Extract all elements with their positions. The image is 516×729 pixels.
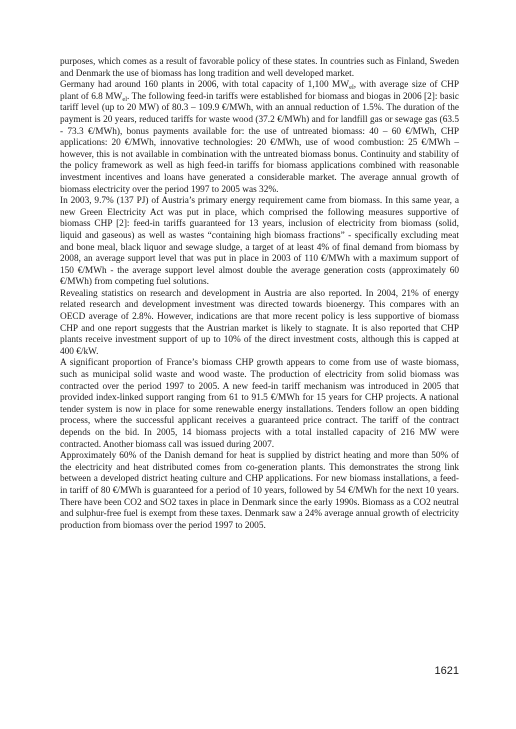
paragraph-denmark — [60, 451, 459, 532]
paragraph-text: . The following feed-in tariffs were established for biomass and biogas in 2006 [2]: basic tariff level (up to 20 MW) of 80.3 – 109.9 €/MWh, with an annual reduction of 1.5%. The duration of the payment is 20 years, reduced tariffs for waste wood (37.2 €/MWh) and for landfill gas or sewage gas (63.5 - 73.3 €/MWh), bonus payments available for: the use of untreated biomass: 40 – 60 €/MWh, CHP applications: 20 €/MWh, innovative technologies: 20 €/MWh, use of wood combustion: 25 €/MWh – however, this is not available in combination with the untreated biomass bonus. Continuity and stability of the policy framework as well as high feed-in tariffs for biomass applications combined with reasonable investment incentives and loans have generated a considerable market. The average annual growth of biomass electricity over the period 1997 to 2005 was 32%. — [60, 91, 459, 195]
paragraph-text: , with average size of CHP plant of 6.8 MW — [60, 80, 460, 102]
paragraph-intro-continuation — [60, 57, 459, 80]
page-number: 1621 — [434, 665, 459, 677]
paragraph-france — [60, 358, 459, 451]
paragraph-text: Approximately 60% of the Danish demand for heat is supplied by district heating and more than 50% of the electricity and heat distributed comes from co-generation plants. This demonstrates the strong link between a developed district heating culture and CHP applications. For new biomass installations, a feed-in tariff of 80 €/MWh is guaranteed for a period of 10 years, followed by 54 €/MWh for the next 10 years. There have been CO2 and SO2 taxes in place in Denmark since the early 1990s. Biomass as a CO2 neutral and sulphur-free fuel is exempt from these taxes. Denmark saw a 24% average annual growth of electricity production from biomass over the period 1997 to 2005. — [60, 451, 459, 531]
body-text — [60, 57, 459, 532]
paragraph-text: purposes, which comes as a result of favorable policy of these states. In countries such as Finland, Sweden and Denmark the use of biomass has long tradition and well developed market. — [60, 57, 459, 79]
paragraph-text: Germany had around 160 plants in 2006, with total capacity of 1,100 MW — [60, 80, 350, 91]
paragraph-austria-rd — [60, 289, 459, 359]
paragraph-germany — [60, 80, 459, 196]
paragraph-text: Revealing statistics on research and development in Austria are also reported. In 2004, 21% of energy related research and development investment was directed towards bioenergy. This compares with an OECD average of 2.8%. However, indications are that more recent policy is less supportive of biomass CHP and one report suggests that the Austrian market is likely to stagnate. It is also reported that CHP plants receive investment support of up to 10% of the direct investment costs, although this is capped at 400 €/kW. — [60, 288, 459, 357]
subscript-text: el — [122, 95, 128, 103]
paragraph-austria — [60, 196, 459, 289]
subscript-text: el — [349, 84, 354, 92]
paragraph-text: A significant proportion of France’s biomass CHP growth appears to come from use of waste biomass, such as municipal solid waste and wood waste. The production of electricity from solid biomass was contracted over the period 1997 to 2005. A new feed-in tariff mechanism was introduced in 2005 that provided index-linked support ranging from 61 to 91.5 €/MWh for 15 years for CHP projects. A national tender system is now in place for some renewable energy installations. Tenders follow an open bidding process, where the successful applicant receives a guaranteed price contract. The tariff of the contract depends on the bid. In 2005, 14 biomass projects with a total installed capacity of 216 MW were contracted. Another biomass call was issued during 2007. — [60, 358, 459, 450]
paragraph-text: In 2003, 9.7% (137 PJ) of Austria’s primary energy requirement came from biomass. In this same year, a new Green Electricity Act was put in place, which comprised the following measures supportive of biomass CHP [2]: feed-in tariffs guaranteed for 13 years, inclusion of electricity from biomass (solid, liquid and gaseous) as well as wastes “containing high biomass fractions” - specifically excluding meat and bone meal, black liquor and sewage sludge, a target of at least 4% of final demand from biomass by 2008, an average support level that was put in place in 2003 of 110 €/MWh with a maximum support of 150 €/MWh - the average support level almost double the average generation costs (approximately 60 €/MWh) from competing fuel solutions. — [60, 196, 459, 288]
